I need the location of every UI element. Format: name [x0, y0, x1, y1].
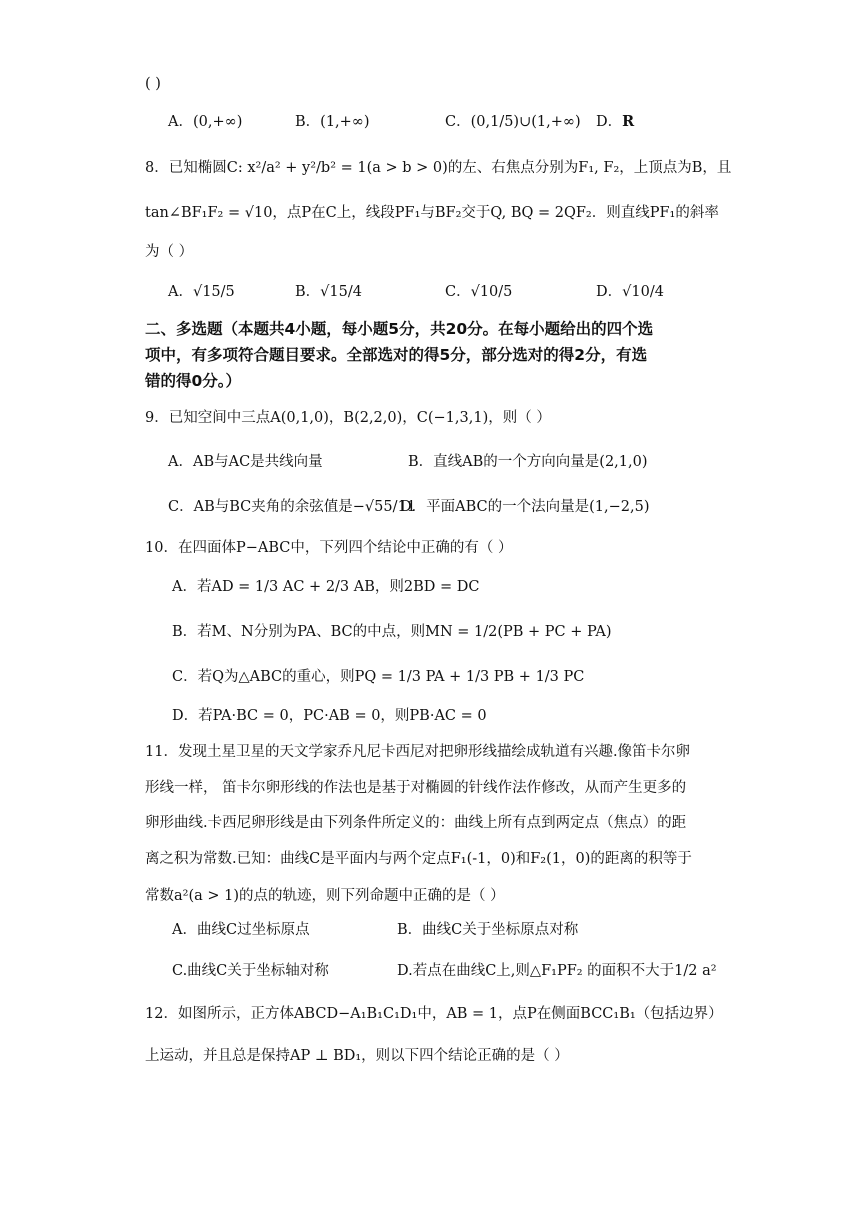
- q12-stem-line1: 12．如图所示，正方体ABCD−A₁B₁C₁D₁中，AB = 1，点P在侧面BCC₁B₁（包括边界）: [145, 1006, 723, 1022]
- q8-ellipse-equation: C: x²/a² + y²/b² = 1(a > b > 0): [226, 160, 448, 176]
- section2-heading-line3: 错的得0分。）: [145, 372, 242, 390]
- section2-heading-line1: 二、多选题（本题共4小题，每小题5分，共20分。在每小题给出的四个选: [145, 320, 654, 338]
- q9-option-c[interactable]: C．AB与BC夹角的余弦值是−√55/11: [168, 499, 416, 515]
- q9-stem: 9．已知空间中三点A(0,1,0)，B(2,2,0)，C(−1,3,1)，则（ ）: [145, 410, 551, 426]
- section2-heading-line2: 项中，有多项符合题目要求。全部选对的得5分，部分选对的得2分，有选: [145, 346, 648, 364]
- q12-stem-line2: 上运动，并且总是保持AP ⊥ BD₁，则以下四个结论正确的是（ ）: [145, 1048, 569, 1064]
- q7-option-d[interactable]: D．R: [596, 113, 635, 130]
- q8-option-c[interactable]: C．√10/5: [445, 284, 513, 300]
- q11-stem-line4: 离之积为常数.已知：曲线C是平面内与两个定点F₁(-1，0)和F₂(1，0)的距离的积等于: [145, 851, 692, 867]
- q8-stem-line1: 8．已知椭圆C: x²/a² + y²/b² = 1(a > b > 0)的左、右焦点分别为F₁, F₂，上顶点为B，且: [145, 160, 732, 176]
- q11-stem-line3: 卵形曲线.卡西尼卵形线是由下列条件所定义的：曲线上所有点到两定点（焦点）的距: [145, 815, 687, 831]
- q11-option-d[interactable]: D.若点在曲线C上,则△F₁PF₂ 的面积不大于1/2 a²: [397, 963, 717, 979]
- q9-option-a[interactable]: A．AB与AC是共线向量: [168, 454, 323, 470]
- q10-option-a[interactable]: A．若AD = 1/3 AC + 2/3 AB，则2BD = DC: [172, 579, 480, 595]
- q11-stem-line1: 11．发现土星卫星的天文学家乔凡尼卡西尼对把卵形线描绘成轨道有兴趣.像笛卡尔卵: [145, 744, 691, 760]
- q7-answer-bracket: ( ): [145, 76, 161, 92]
- q9-option-b[interactable]: B．直线AB的一个方向向量是(2,1,0): [408, 454, 648, 470]
- q11-option-b[interactable]: B．曲线C关于坐标原点对称: [397, 922, 579, 938]
- q10-stem: 10．在四面体P−ABC中，下列四个结论中正确的有（ ）: [145, 540, 513, 556]
- q11-option-a[interactable]: A．曲线C过坐标原点: [172, 922, 310, 938]
- q8-option-a[interactable]: A．√15/5: [168, 284, 235, 300]
- q8-option-d[interactable]: D．√10/4: [596, 284, 664, 300]
- q7-option-a[interactable]: A．(0,+∞): [168, 114, 243, 130]
- q7-option-b[interactable]: B．(1,+∞): [295, 114, 370, 130]
- q7-option-c[interactable]: C．(0,1/5)∪(1,+∞): [445, 114, 581, 130]
- q11-stem-line5: 常数a²(a > 1)的点的轨迹，则下列命题中正确的是（ ）: [145, 888, 505, 904]
- q8-option-b[interactable]: B．√15/4: [295, 284, 362, 300]
- q8-stem-line2: tan∠BF₁F₂ = √10，点P在C上，线段PF₁与BF₂交于Q, BQ = 2QF₂．则直线PF₁的斜率: [145, 205, 719, 221]
- q11-stem-line2: 形线一样， 笛卡尔卵形线的作法也是基于对椭圆的针线作法作修改，从而产生更多的: [145, 780, 687, 796]
- q10-option-c[interactable]: C．若Q为△ABC的重心，则PQ = 1/3 PA + 1/3 PB + 1/3 PC: [172, 669, 585, 685]
- q9-option-d[interactable]: D．平面ABC的一个法向量是(1,−2,5): [400, 499, 650, 515]
- q8-stem-line3: 为（ ）: [145, 244, 194, 260]
- q10-option-b[interactable]: B．若M、N分别为PA、BC的中点，则MN = 1/2(PB + PC + PA): [172, 624, 612, 640]
- q10-option-d[interactable]: D．若PA·BC = 0，PC·AB = 0，则PB·AC = 0: [172, 708, 487, 724]
- q11-option-c[interactable]: C.曲线C关于坐标轴对称: [172, 963, 329, 979]
